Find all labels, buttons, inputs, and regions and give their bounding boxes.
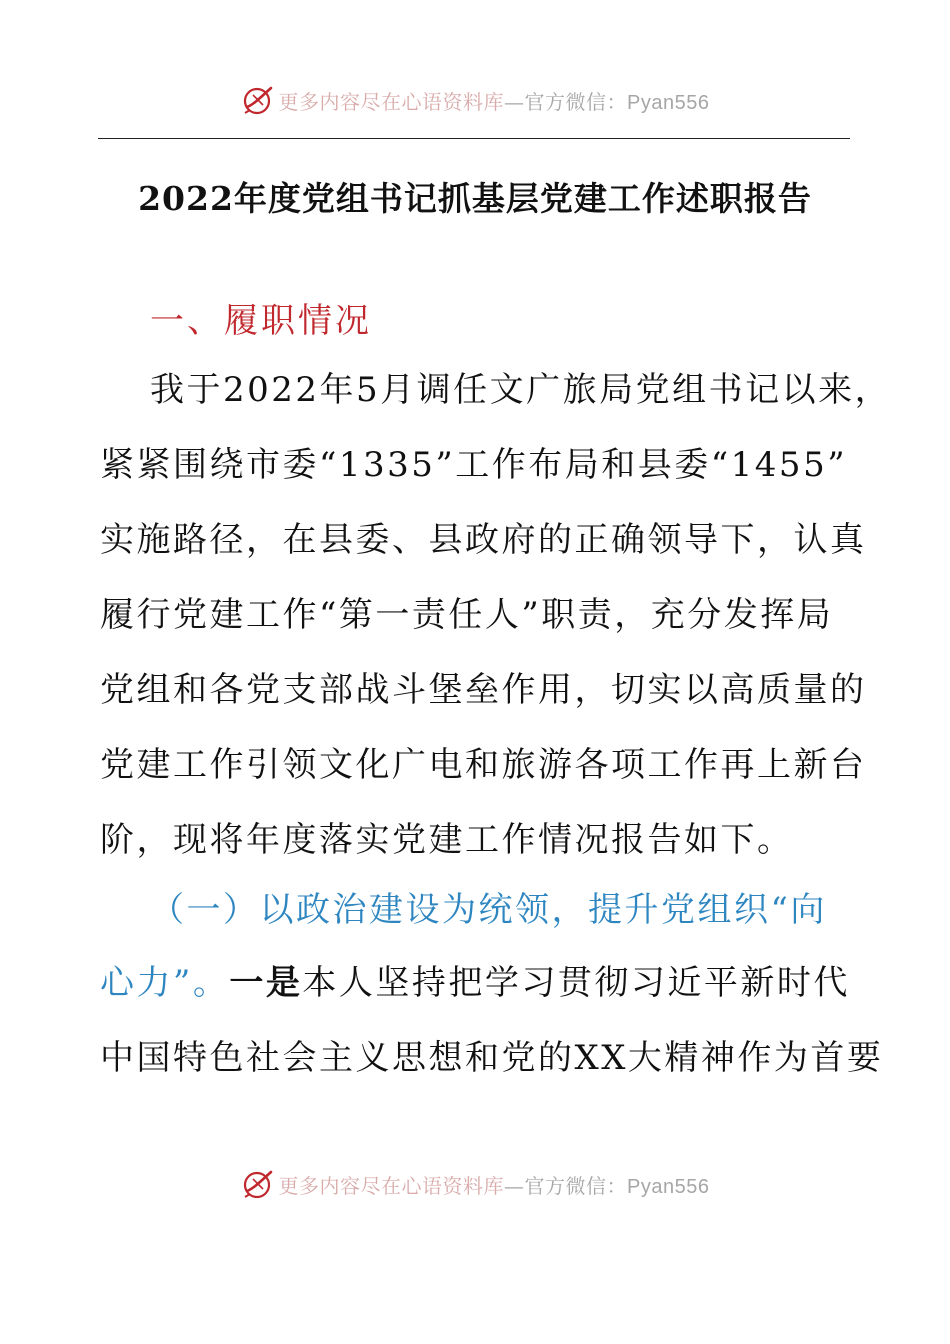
- paragraph-line: 我于2022年5月调任文广旅局党组书记以来，: [150, 370, 892, 410]
- footer-banner-text: [279, 1170, 710, 1199]
- subsection-heading-1-end: 心力”。: [100, 963, 230, 1003]
- header-wechat-label: 官方微信：: [524, 89, 628, 114]
- paragraph-line: 履行党建工作“第一责任人”职责，充分发挥局: [100, 595, 834, 635]
- header-banner: [0, 80, 950, 120]
- header-site-text: 更多内容尽在心语资料库: [278, 89, 505, 114]
- paragraph-line: 实施路径，在县委、县政府的正确领导下，认真: [100, 520, 867, 560]
- paragraph-line: 党组和各党支部战斗堡垒作用，切实以高质量的: [100, 670, 867, 710]
- header-dash: —: [504, 89, 525, 114]
- subsection-text: 本人坚持把学习贯彻习近平新时代: [302, 963, 850, 1003]
- paragraph-line: 中国特色社会主义思想和党的XX大精神作为首要: [100, 1038, 884, 1078]
- footer-dash: —: [504, 1173, 525, 1198]
- footer-site-text: 更多内容尽在心语资料库: [278, 1173, 505, 1198]
- pen-logo-icon: [241, 83, 275, 117]
- lead-phrase: 一是: [229, 963, 303, 1003]
- header-banner-text: [279, 86, 710, 115]
- pen-logo-icon: [241, 1167, 275, 1201]
- footer-wechat-label: 官方微信：: [524, 1173, 628, 1198]
- section-heading-1: 一、履职情况: [150, 301, 372, 341]
- paragraph-line: 紧紧围绕市委“1335”工作布局和县委“1455”: [100, 445, 848, 485]
- subsection-line: [100, 963, 860, 1003]
- paragraph-line: 阶，现将年度落实党建工作情况报告如下。: [100, 820, 794, 860]
- header-wechat-id: Pyan556: [627, 91, 710, 114]
- document-title: 2022年度党组书记抓基层党建工作述职报告: [138, 179, 812, 218]
- paragraph-line: 党建工作引领文化广电和旅游各项工作再上新台: [100, 745, 867, 785]
- subsection-heading-1: （一）以政治建设为统领，提升党组织“向: [150, 890, 827, 930]
- footer-wechat-id: Pyan556: [627, 1175, 710, 1198]
- footer-banner: [0, 1164, 950, 1204]
- header-rule: [98, 138, 850, 139]
